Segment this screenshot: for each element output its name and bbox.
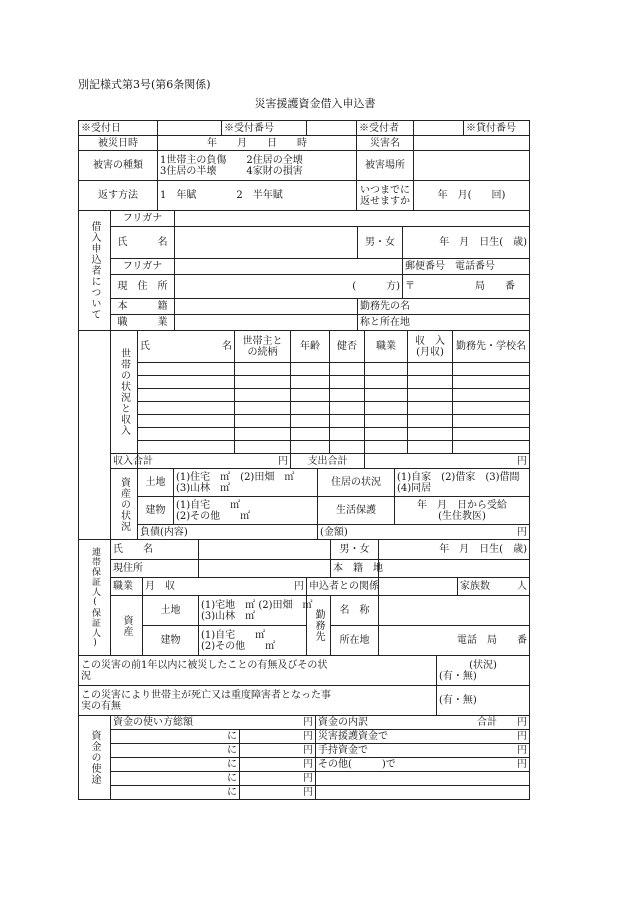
- guarantor-asset-label: 資産: [111, 596, 143, 656]
- receipt-date-field[interactable]: [158, 121, 222, 136]
- prior-disaster-question: この災害の前1年以内に被災したことの有無及びその状 況: [79, 656, 437, 686]
- guarantor-address-label: 現住所: [111, 560, 199, 578]
- workplace-label: 勤務先の名: [358, 299, 530, 315]
- usage-total-header: 資金の使い方総額 円: [111, 716, 316, 730]
- applicant-side-label: 借入申込者について: [79, 211, 111, 331]
- usage-breakdown-row[interactable]: その他( )で 円: [316, 758, 530, 772]
- damage-type-label: 被害の種類: [79, 151, 158, 181]
- welfare-field[interactable]: 年 月 日から受給 (生住教医): [395, 497, 530, 525]
- usage-breakdown-row[interactable]: 手持資金で 円: [316, 744, 530, 758]
- income-total-field[interactable]: 円: [138, 454, 291, 469]
- land-field[interactable]: (1)住宅 ㎡ (2)田畑 ㎡ (3)山林 ㎡: [174, 469, 318, 497]
- guarantor-work-name-field[interactable]: [379, 596, 530, 626]
- usage-table: 資金の使途 資金の使い方総額 円 資金の内訳 合計 円 に 円 災害援護資金で 円 に 円 手持資金で 円 に 円 その他( )で 円 に 円 に 円: [78, 715, 530, 800]
- form-title: 災害援護資金借入申込書: [254, 97, 376, 110]
- guarantor-land-field[interactable]: (1)宅地 ㎡ (2)田畑 ㎡ (3)山林 ㎡: [199, 596, 307, 626]
- guarantor-monthly[interactable]: 月 収 円: [143, 578, 307, 596]
- land-label: 土地: [138, 469, 174, 497]
- guarantor-building-label: 建物: [143, 626, 199, 656]
- guarantor-honseki-label: 本 籍 地: [331, 560, 379, 578]
- assets-left-margin: [79, 469, 111, 540]
- expense-total-label: 支出合計: [291, 454, 365, 469]
- col-name-header: 氏 名: [138, 331, 235, 363]
- receipt-date-label: ※受付日: [79, 121, 158, 136]
- welfare-label: 生活保護: [318, 497, 395, 525]
- loan-number-label: ※貸付番号: [464, 121, 530, 136]
- household-left-margin: [79, 331, 111, 469]
- residence-field[interactable]: (1)自家 (2)借家 (3)借間 (4)同居: [395, 469, 530, 497]
- col-health-header: 健否: [330, 331, 365, 363]
- table-row[interactable]: [138, 428, 235, 441]
- table-row[interactable]: [138, 402, 235, 415]
- usage-side-label: 資金の使途: [79, 716, 111, 800]
- gender-field[interactable]: 男・女: [358, 227, 403, 259]
- usage-item[interactable]: に: [111, 730, 240, 744]
- table-row[interactable]: [138, 363, 235, 376]
- debt-label: 負債(内容): [138, 525, 318, 540]
- usage-item[interactable]: に: [111, 786, 240, 800]
- col-job-header: 職業: [365, 331, 408, 363]
- assets-side-label: 資産の状況: [111, 469, 138, 540]
- income-total-label: 収入合計: [111, 454, 138, 469]
- usage-item[interactable]: に: [111, 744, 240, 758]
- disaster-date-label: 被災日時: [79, 136, 158, 151]
- furigana2-label: フリガナ: [111, 259, 175, 275]
- damage-type-options[interactable]: 1世帯主の負傷 2住居の全壊 3住居の半壊 4家財の損害: [158, 151, 357, 181]
- col-work-header: 勤務先・学校名: [453, 331, 530, 363]
- repay-method-options[interactable]: 1 年賦 2 半年賦: [158, 181, 357, 211]
- receipt-number-field[interactable]: [307, 121, 357, 136]
- disaster-name-field[interactable]: [414, 136, 530, 151]
- postal-phone-field[interactable]: 〒 局 番: [403, 275, 530, 299]
- building-label: 建物: [138, 497, 174, 525]
- damage-place-label: 被害場所: [357, 151, 414, 181]
- workplace-label-2: 称と所在地: [358, 315, 530, 331]
- disaster-date-field[interactable]: 年 月 日 時: [158, 136, 357, 151]
- guarantor-family[interactable]: 家族数 人: [458, 578, 530, 596]
- guarantor-building-field[interactable]: (1)自宅 ㎡ (2)その他 ㎡: [199, 626, 307, 656]
- guarantor-work-loc-label: 所在地: [331, 626, 379, 656]
- repay-until-label: いつまでに 返せますか: [357, 181, 414, 211]
- col-relation-header: 世帯主と の続柄: [235, 331, 291, 363]
- birth-field[interactable]: 年 月 日生( 歳): [403, 227, 530, 259]
- guarantor-name-field[interactable]: [199, 540, 331, 560]
- furigana-field[interactable]: [175, 211, 530, 227]
- table-row[interactable]: [138, 389, 235, 402]
- name-label: 氏 名: [111, 227, 175, 259]
- postal-phone-header: 郵便番号 電話番号: [403, 259, 530, 275]
- guarantor-work-phone[interactable]: 電話 局 番: [379, 626, 530, 656]
- guarantor-relation-field[interactable]: [379, 578, 458, 596]
- guarantor-work-label: 勤務先: [307, 596, 331, 656]
- address-field[interactable]: ( 方): [175, 275, 403, 299]
- assets-table: [78, 468, 530, 540]
- death-disability-answer[interactable]: (有・無): [437, 686, 530, 716]
- col-age-header: 年齢: [291, 331, 330, 363]
- history-table: [78, 655, 530, 716]
- guarantor-side-label: 連帯保証人(保証人): [79, 540, 111, 656]
- guarantor-land-label: 土地: [143, 596, 199, 626]
- applicant-table: [78, 210, 530, 331]
- guarantor-birth[interactable]: 年 月 日生( 歳): [379, 540, 530, 560]
- application-form: [78, 120, 530, 800]
- guarantor-work-name-label: 名 称: [331, 596, 379, 626]
- table-row[interactable]: [138, 441, 235, 454]
- receiver-label: ※受付者: [357, 121, 414, 136]
- address-label: 現 住 所: [111, 275, 175, 299]
- household-side-label: 世帯の状況と収入: [111, 331, 138, 454]
- furigana2-field[interactable]: [175, 259, 403, 275]
- usage-item[interactable]: に: [111, 772, 240, 786]
- occupation-label: 職 業: [111, 315, 175, 331]
- usage-item[interactable]: に: [111, 758, 240, 772]
- usage-breakdown-row[interactable]: 災害援護資金で 円: [316, 730, 530, 744]
- honseki-label: 本 籍: [111, 299, 175, 315]
- residence-label: 住居の状況: [318, 469, 395, 497]
- furigana-label: フリガナ: [111, 211, 175, 227]
- occupation-field[interactable]: [175, 315, 358, 331]
- guarantor-name-label: 氏 名: [111, 540, 199, 560]
- prior-disaster-answer[interactable]: (状況) (有・無): [437, 656, 530, 686]
- repay-until-field[interactable]: 年 月( 回): [414, 181, 530, 211]
- table-row[interactable]: [138, 376, 235, 389]
- col-income-header: 収 入 (月収): [408, 331, 453, 363]
- repay-method-label: 返す方法: [79, 181, 158, 211]
- household-table: [78, 330, 530, 469]
- damage-place-field[interactable]: [414, 151, 530, 181]
- debt-amount[interactable]: (金額) 円: [318, 525, 530, 540]
- honseki-field[interactable]: [175, 299, 358, 315]
- guarantor-honseki-field[interactable]: [379, 560, 530, 578]
- name-field[interactable]: [175, 227, 358, 259]
- guarantor-job-label: 職業: [111, 578, 143, 596]
- table-row[interactable]: [138, 415, 235, 428]
- guarantor-address-field[interactable]: [199, 560, 331, 578]
- receiver-field[interactable]: [414, 121, 464, 136]
- usage-breakdown-header: 資金の内訳 合計 円: [316, 716, 530, 730]
- building-field[interactable]: (1)自宅 ㎡ (2)その他 ㎡: [174, 497, 318, 525]
- death-disability-question: この災害により世帯主が死亡又は重度障害者となった事 実の有無: [79, 686, 437, 716]
- receipt-number-label: ※受付番号: [222, 121, 307, 136]
- guarantor-gender[interactable]: 男・女: [331, 540, 379, 560]
- guarantor-relation-label: 申込者との関係: [307, 578, 379, 596]
- reception-table: [78, 120, 530, 211]
- expense-total-field[interactable]: 円: [365, 454, 530, 469]
- form-number: 別記様式第3号(第6条関係): [78, 78, 211, 91]
- disaster-name-label: 災害名: [357, 136, 414, 151]
- guarantor-table: [78, 539, 530, 656]
